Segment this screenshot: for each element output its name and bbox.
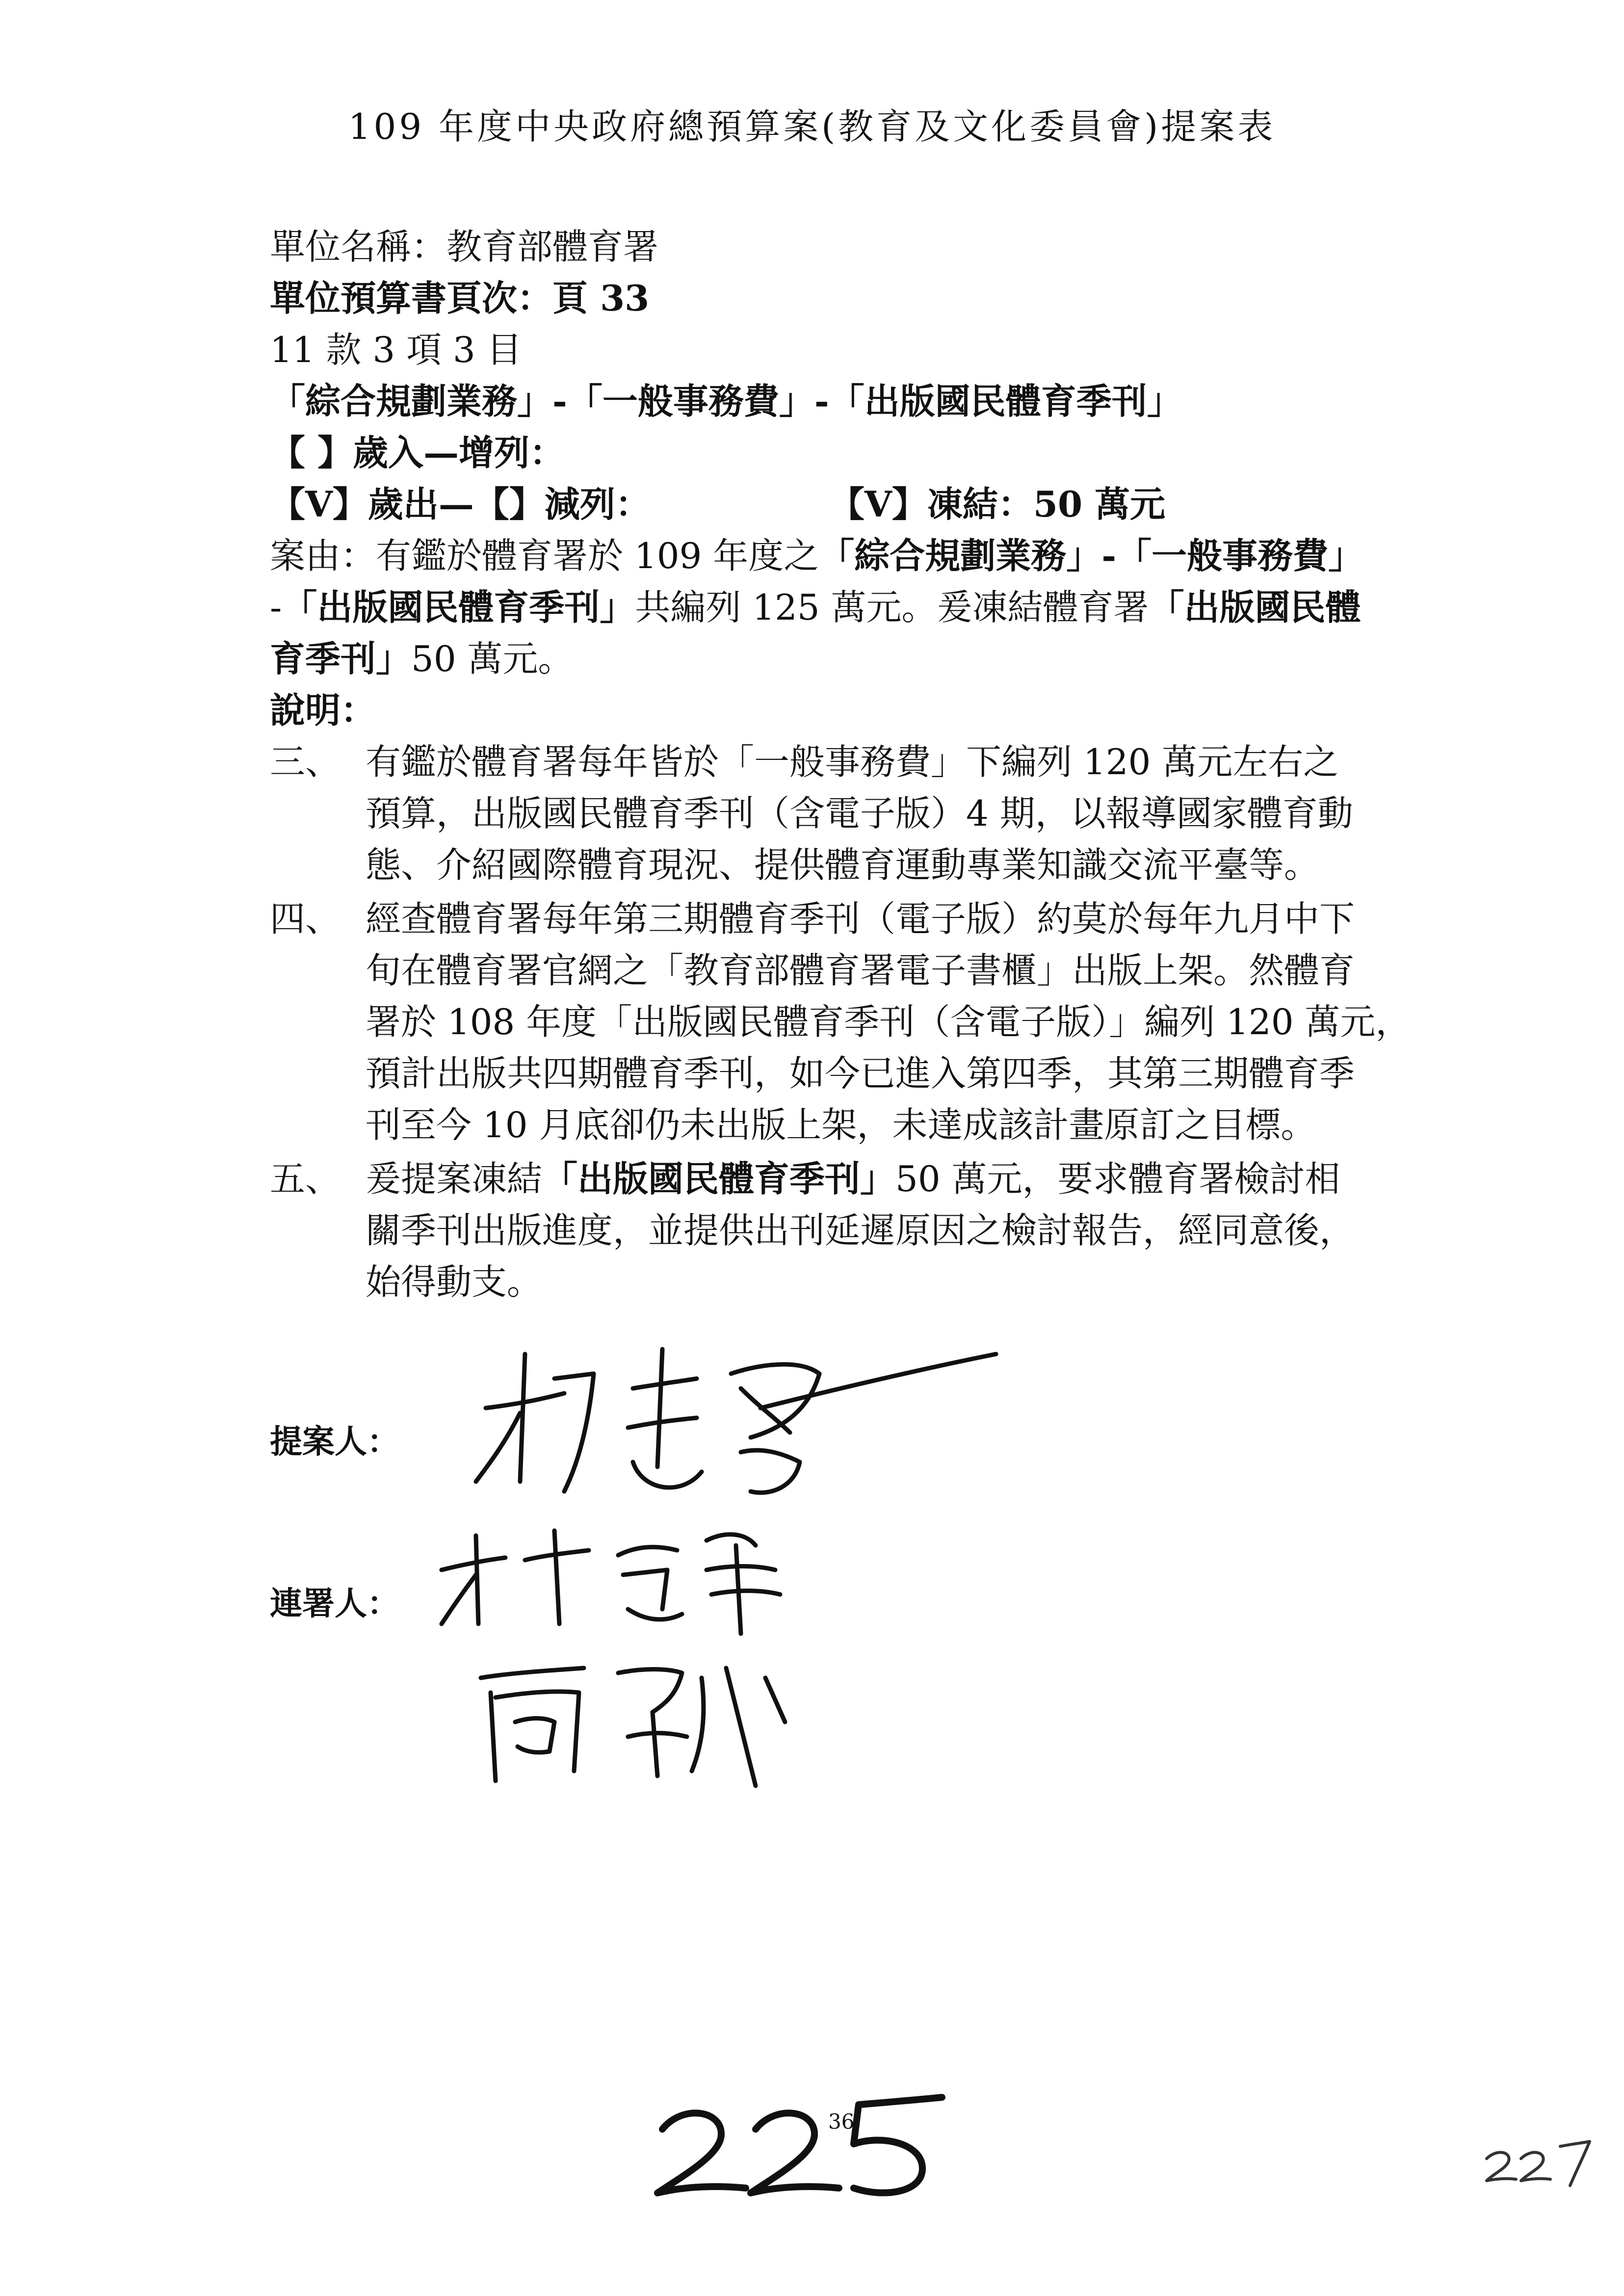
budget-page: 單位預算書頁次：頁 33: [270, 277, 650, 319]
item-line: 有鑑於體育署每年皆於「一般事務費」下編列 120 萬元左右之: [366, 741, 1339, 783]
item-line: 署於 108 年度「出版國民體育季刊（含電子版）」編列 120 萬元，: [366, 1001, 1411, 1043]
cosigner-signature-2: [471, 1648, 795, 1796]
item-line: 關季刊出版進度，並提供出刊延遲原因之檢討報告，經同意後，: [366, 1210, 1355, 1251]
item-path: 「綜合規劃業務」-「一般事務費」-「出版國民體育季刊」: [270, 380, 1182, 422]
item-line: 始得動支。: [366, 1261, 543, 1303]
case-publication-3: 育季刊」: [270, 638, 412, 679]
item-label: 五、: [270, 1158, 341, 1200]
case-line-1: [270, 527, 1363, 578]
case-amount: 共編列 125 萬元。爰凍結體育署: [635, 587, 1149, 628]
revenue-line: 【 】歲入—增列：: [270, 432, 565, 473]
unit-name: 單位名稱：教育部體育署: [270, 226, 659, 267]
expense-reduction: 【V】歲出—【】減列：: [270, 483, 651, 525]
page-title: 109 年度中央政府總預算案(教育及文化委員會)提案表: [348, 106, 1276, 147]
explanation-heading: 說明：: [270, 689, 376, 731]
case-publication-2: 「出版國民體: [1149, 586, 1361, 628]
item-code: 11 款 3 項 3 目: [270, 329, 522, 370]
case-publication: 「出版國民體育季刊」: [282, 586, 635, 628]
item-line: 旬在體育署官網之「教育部體育署電子書櫃」出版上架。然體育: [366, 950, 1355, 991]
case-prefix: 案由：有鑑於體育署於 109 年度之: [270, 535, 819, 576]
proposer-signature: [466, 1334, 1006, 1521]
case-item-path: 「綜合規劃業務」-「一般事務費」: [819, 535, 1364, 576]
item-label: 四、: [270, 898, 341, 939]
item-line: 態、介紹國際體育現況、提供體育運動專業知識交流平臺等。: [366, 844, 1320, 886]
item-line: 刊至今 10 月底卻仍未出版上架，未達成該計畫原訂之目標。: [366, 1104, 1316, 1146]
expense-freeze: 【V】凍結：50 萬元: [829, 483, 1166, 525]
cosigner-label: 連署人：: [270, 1584, 399, 1622]
page-number: 36: [828, 2110, 855, 2134]
item-line: 預計出版共四期體育季刊，如今已進入第四季，其第三期體育季: [366, 1053, 1355, 1094]
handwritten-number-227: [1482, 2134, 1595, 2188]
case-line-3: [270, 630, 574, 681]
case-freeze-amount: 50 萬元。: [411, 638, 574, 679]
item-line: 預算，出版國民體育季刊（含電子版）4 期，以報導國家體育動: [366, 793, 1353, 834]
item-line: [366, 1150, 1340, 1201]
item-rest: 50 萬元，要求體育署檢討相: [895, 1158, 1340, 1200]
item-line: 經查體育署每年第三期體育季刊（電子版）約莫於每年九月中下: [366, 898, 1355, 939]
case-line-2: [270, 579, 1361, 630]
cosigner-signature-1: [432, 1526, 805, 1644]
proposer-label: 提案人：: [270, 1422, 399, 1461]
item-publication: 「出版國民體育季刊」: [542, 1158, 896, 1200]
handwritten-number-225: [648, 2090, 952, 2203]
case-dash: -: [270, 587, 282, 628]
item-prefix: 爰提案凍結: [366, 1158, 543, 1200]
item-label: 三、: [270, 741, 341, 783]
